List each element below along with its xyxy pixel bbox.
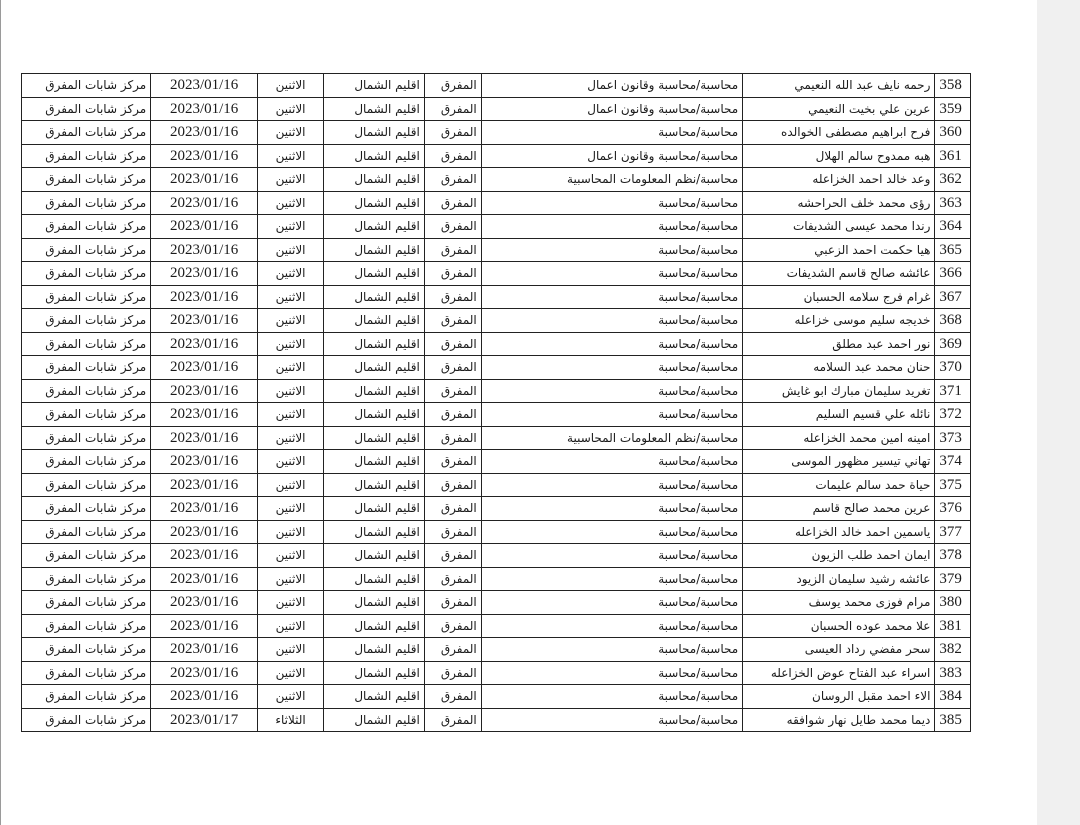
city-cell: المفرق <box>424 685 481 709</box>
name-cell: نائله علي قسيم السليم <box>743 403 935 427</box>
date-cell: 2023/01/16 <box>151 379 258 403</box>
table-row <box>22 168 971 192</box>
city-cell: المفرق <box>424 426 481 450</box>
major-cell: محاسبة/محاسبة <box>481 285 742 309</box>
city-cell: المفرق <box>424 379 481 403</box>
name-cell: ديما محمد طايل نهار شوافقه <box>743 708 935 732</box>
day-cell: الاثنين <box>258 309 324 333</box>
center-cell: مركز شابات المفرق <box>22 638 151 662</box>
city-cell: المفرق <box>424 215 481 239</box>
row-number-cell: 381 <box>935 614 971 638</box>
region-cell: اقليم الشمال <box>324 356 425 380</box>
row-number-cell: 376 <box>935 497 971 521</box>
day-cell: الاثنين <box>258 74 324 98</box>
name-cell: رحمه نايف عبد الله النعيمي <box>743 74 935 98</box>
name-cell: عائشه صالح قاسم الشديفات <box>743 262 935 286</box>
region-cell: اقليم الشمال <box>324 285 425 309</box>
name-cell: ياسمين احمد خالد الخزاعله <box>743 520 935 544</box>
major-cell: محاسبة/محاسبة <box>481 614 742 638</box>
day-cell: الاثنين <box>258 497 324 521</box>
name-cell: حنان محمد عبد السلامه <box>743 356 935 380</box>
center-cell: مركز شابات المفرق <box>22 708 151 732</box>
major-cell: محاسبة/محاسبة <box>481 685 742 709</box>
table-row <box>22 191 971 215</box>
row-number-cell: 368 <box>935 309 971 333</box>
date-cell: 2023/01/16 <box>151 567 258 591</box>
row-number-cell: 366 <box>935 262 971 286</box>
city-cell: المفرق <box>424 191 481 215</box>
day-cell: الاثنين <box>258 144 324 168</box>
center-cell: مركز شابات المفرق <box>22 403 151 427</box>
day-cell: الاثنين <box>258 426 324 450</box>
center-cell: مركز شابات المفرق <box>22 450 151 474</box>
date-cell: 2023/01/16 <box>151 614 258 638</box>
region-cell: اقليم الشمال <box>324 708 425 732</box>
major-cell: محاسبة/محاسبة <box>481 262 742 286</box>
row-number-cell: 363 <box>935 191 971 215</box>
date-cell: 2023/01/16 <box>151 591 258 615</box>
name-cell: سحر مفضي رداد العيسى <box>743 638 935 662</box>
region-cell: اقليم الشمال <box>324 379 425 403</box>
city-cell: المفرق <box>424 567 481 591</box>
name-cell: تهاني تيسير مظهور الموسى <box>743 450 935 474</box>
city-cell: المفرق <box>424 74 481 98</box>
table-row <box>22 309 971 333</box>
row-number-cell: 384 <box>935 685 971 709</box>
region-cell: اقليم الشمال <box>324 567 425 591</box>
region-cell: اقليم الشمال <box>324 403 425 427</box>
table-row <box>22 426 971 450</box>
day-cell: الاثنين <box>258 191 324 215</box>
date-cell: 2023/01/16 <box>151 285 258 309</box>
day-cell: الاثنين <box>258 215 324 239</box>
table-row <box>22 708 971 732</box>
table-row <box>22 121 971 145</box>
row-number-cell: 367 <box>935 285 971 309</box>
city-cell: المفرق <box>424 121 481 145</box>
day-cell: الاثنين <box>258 450 324 474</box>
major-cell: محاسبة/محاسبة <box>481 356 742 380</box>
region-cell: اقليم الشمال <box>324 144 425 168</box>
table-row <box>22 520 971 544</box>
name-cell: امينه امين محمد الخزاعله <box>743 426 935 450</box>
city-cell: المفرق <box>424 238 481 262</box>
day-cell: الاثنين <box>258 614 324 638</box>
date-cell: 2023/01/16 <box>151 168 258 192</box>
table-row <box>22 591 971 615</box>
region-cell: اقليم الشمال <box>324 262 425 286</box>
region-cell: اقليم الشمال <box>324 426 425 450</box>
region-cell: اقليم الشمال <box>324 638 425 662</box>
date-cell: 2023/01/16 <box>151 262 258 286</box>
city-cell: المفرق <box>424 497 481 521</box>
table-row <box>22 544 971 568</box>
center-cell: مركز شابات المفرق <box>22 97 151 121</box>
city-cell: المفرق <box>424 168 481 192</box>
date-cell: 2023/01/16 <box>151 661 258 685</box>
region-cell: اقليم الشمال <box>324 121 425 145</box>
row-number-cell: 380 <box>935 591 971 615</box>
center-cell: مركز شابات المفرق <box>22 285 151 309</box>
city-cell: المفرق <box>424 661 481 685</box>
major-cell: محاسبة/محاسبة <box>481 238 742 262</box>
date-cell: 2023/01/16 <box>151 426 258 450</box>
name-cell: فرح ابراهيم مصطفى الخوالده <box>743 121 935 145</box>
region-cell: اقليم الشمال <box>324 520 425 544</box>
major-cell: محاسبة/محاسبة <box>481 450 742 474</box>
row-number-cell: 377 <box>935 520 971 544</box>
center-cell: مركز شابات المفرق <box>22 144 151 168</box>
city-cell: المفرق <box>424 450 481 474</box>
row-number-cell: 360 <box>935 121 971 145</box>
center-cell: مركز شابات المفرق <box>22 191 151 215</box>
major-cell: محاسبة/محاسبة <box>481 520 742 544</box>
date-cell: 2023/01/16 <box>151 215 258 239</box>
row-number-cell: 374 <box>935 450 971 474</box>
name-cell: مرام فوزى محمد يوسف <box>743 591 935 615</box>
city-cell: المفرق <box>424 591 481 615</box>
table-row <box>22 614 971 638</box>
center-cell: مركز شابات المفرق <box>22 332 151 356</box>
date-cell: 2023/01/16 <box>151 544 258 568</box>
date-cell: 2023/01/16 <box>151 144 258 168</box>
name-cell: خديجه سليم موسى خزاعله <box>743 309 935 333</box>
region-cell: اقليم الشمال <box>324 191 425 215</box>
date-cell: 2023/01/16 <box>151 497 258 521</box>
name-cell: نور احمد عبد مطلق <box>743 332 935 356</box>
table-row <box>22 685 971 709</box>
table-row <box>22 450 971 474</box>
table-row <box>22 238 971 262</box>
major-cell: محاسبة/محاسبة <box>481 708 742 732</box>
center-cell: مركز شابات المفرق <box>22 262 151 286</box>
city-cell: المفرق <box>424 473 481 497</box>
city-cell: المفرق <box>424 356 481 380</box>
region-cell: اقليم الشمال <box>324 238 425 262</box>
row-number-cell: 361 <box>935 144 971 168</box>
region-cell: اقليم الشمال <box>324 544 425 568</box>
date-cell: 2023/01/16 <box>151 356 258 380</box>
day-cell: الاثنين <box>258 356 324 380</box>
center-cell: مركز شابات المفرق <box>22 497 151 521</box>
major-cell: محاسبة/محاسبة وقانون اعمال <box>481 74 742 98</box>
name-cell: ايمان احمد طلب الزيون <box>743 544 935 568</box>
major-cell: محاسبة/محاسبة <box>481 332 742 356</box>
region-cell: اقليم الشمال <box>324 497 425 521</box>
center-cell: مركز شابات المفرق <box>22 356 151 380</box>
row-number-cell: 373 <box>935 426 971 450</box>
major-cell: محاسبة/محاسبة <box>481 309 742 333</box>
city-cell: المفرق <box>424 285 481 309</box>
row-number-cell: 362 <box>935 168 971 192</box>
center-cell: مركز شابات المفرق <box>22 74 151 98</box>
day-cell: الاثنين <box>258 544 324 568</box>
date-cell: 2023/01/16 <box>151 121 258 145</box>
table-row <box>22 567 971 591</box>
major-cell: محاسبة/محاسبة <box>481 215 742 239</box>
center-cell: مركز شابات المفرق <box>22 614 151 638</box>
day-cell: الاثنين <box>258 591 324 615</box>
center-cell: مركز شابات المفرق <box>22 238 151 262</box>
day-cell: الاثنين <box>258 567 324 591</box>
row-number-cell: 371 <box>935 379 971 403</box>
schedule-table-body <box>22 74 971 732</box>
row-number-cell: 385 <box>935 708 971 732</box>
city-cell: المفرق <box>424 520 481 544</box>
day-cell: الاثنين <box>258 473 324 497</box>
center-cell: مركز شابات المفرق <box>22 379 151 403</box>
name-cell: غرام فرج سلامه الحسبان <box>743 285 935 309</box>
date-cell: 2023/01/16 <box>151 473 258 497</box>
major-cell: محاسبة/محاسبة <box>481 121 742 145</box>
row-number-cell: 358 <box>935 74 971 98</box>
day-cell: الاثنين <box>258 520 324 544</box>
date-cell: 2023/01/17 <box>151 708 258 732</box>
table-row <box>22 215 971 239</box>
table-row <box>22 403 971 427</box>
day-cell: الاثنين <box>258 285 324 309</box>
day-cell: الاثنين <box>258 332 324 356</box>
major-cell: محاسبة/محاسبة <box>481 497 742 521</box>
city-cell: المفرق <box>424 544 481 568</box>
region-cell: اقليم الشمال <box>324 685 425 709</box>
name-cell: حياة حمد سالم عليمات <box>743 473 935 497</box>
region-cell: اقليم الشمال <box>324 309 425 333</box>
region-cell: اقليم الشمال <box>324 473 425 497</box>
table-row <box>22 661 971 685</box>
name-cell: عرين محمد صالح قاسم <box>743 497 935 521</box>
center-cell: مركز شابات المفرق <box>22 685 151 709</box>
major-cell: محاسبة/محاسبة <box>481 473 742 497</box>
center-cell: مركز شابات المفرق <box>22 473 151 497</box>
city-cell: المفرق <box>424 332 481 356</box>
city-cell: المفرق <box>424 262 481 286</box>
row-number-cell: 365 <box>935 238 971 262</box>
center-cell: مركز شابات المفرق <box>22 168 151 192</box>
row-number-cell: 364 <box>935 215 971 239</box>
name-cell: عائشه رشيد سليمان الزيود <box>743 567 935 591</box>
date-cell: 2023/01/16 <box>151 74 258 98</box>
center-cell: مركز شابات المفرق <box>22 121 151 145</box>
center-cell: مركز شابات المفرق <box>22 520 151 544</box>
major-cell: محاسبة/محاسبة <box>481 544 742 568</box>
city-cell: المفرق <box>424 614 481 638</box>
center-cell: مركز شابات المفرق <box>22 426 151 450</box>
table-row <box>22 332 971 356</box>
row-number-cell: 379 <box>935 567 971 591</box>
schedule-table <box>21 73 971 732</box>
table-row <box>22 497 971 521</box>
city-cell: المفرق <box>424 708 481 732</box>
table-row <box>22 379 971 403</box>
city-cell: المفرق <box>424 638 481 662</box>
region-cell: اقليم الشمال <box>324 168 425 192</box>
day-cell: الثلاثاء <box>258 708 324 732</box>
region-cell: اقليم الشمال <box>324 450 425 474</box>
name-cell: هيا حكمت احمد الزعبي <box>743 238 935 262</box>
center-cell: مركز شابات المفرق <box>22 567 151 591</box>
row-number-cell: 378 <box>935 544 971 568</box>
row-number-cell: 383 <box>935 661 971 685</box>
city-cell: المفرق <box>424 403 481 427</box>
major-cell: محاسبة/محاسبة <box>481 379 742 403</box>
row-number-cell: 369 <box>935 332 971 356</box>
region-cell: اقليم الشمال <box>324 332 425 356</box>
date-cell: 2023/01/16 <box>151 403 258 427</box>
table-row <box>22 473 971 497</box>
row-number-cell: 372 <box>935 403 971 427</box>
major-cell: محاسبة/محاسبة <box>481 591 742 615</box>
date-cell: 2023/01/16 <box>151 450 258 474</box>
date-cell: 2023/01/16 <box>151 520 258 544</box>
major-cell: محاسبة/محاسبة وقانون اعمال <box>481 97 742 121</box>
day-cell: الاثنين <box>258 121 324 145</box>
table-row <box>22 262 971 286</box>
region-cell: اقليم الشمال <box>324 215 425 239</box>
center-cell: مركز شابات المفرق <box>22 309 151 333</box>
table-row <box>22 74 971 98</box>
name-cell: رندا محمد عيسى الشديفات <box>743 215 935 239</box>
region-cell: اقليم الشمال <box>324 74 425 98</box>
major-cell: محاسبة/محاسبة <box>481 638 742 662</box>
name-cell: اسراء عبد الفتاح عوض الخزاعله <box>743 661 935 685</box>
center-cell: مركز شابات المفرق <box>22 661 151 685</box>
major-cell: محاسبة/محاسبة <box>481 403 742 427</box>
day-cell: الاثنين <box>258 97 324 121</box>
row-number-cell: 382 <box>935 638 971 662</box>
region-cell: اقليم الشمال <box>324 591 425 615</box>
table-row <box>22 97 971 121</box>
city-cell: المفرق <box>424 144 481 168</box>
center-cell: مركز شابات المفرق <box>22 215 151 239</box>
date-cell: 2023/01/16 <box>151 332 258 356</box>
date-cell: 2023/01/16 <box>151 97 258 121</box>
row-number-cell: 370 <box>935 356 971 380</box>
name-cell: رؤى محمد خلف الحراحشه <box>743 191 935 215</box>
date-cell: 2023/01/16 <box>151 238 258 262</box>
day-cell: الاثنين <box>258 238 324 262</box>
day-cell: الاثنين <box>258 168 324 192</box>
major-cell: محاسبة/محاسبة <box>481 191 742 215</box>
name-cell: هبه ممدوح سالم الهلال <box>743 144 935 168</box>
date-cell: 2023/01/16 <box>151 638 258 662</box>
name-cell: علا محمد عوده الحسبان <box>743 614 935 638</box>
table-row <box>22 638 971 662</box>
day-cell: الاثنين <box>258 638 324 662</box>
day-cell: الاثنين <box>258 685 324 709</box>
center-cell: مركز شابات المفرق <box>22 591 151 615</box>
city-cell: المفرق <box>424 309 481 333</box>
table-row <box>22 285 971 309</box>
date-cell: 2023/01/16 <box>151 191 258 215</box>
major-cell: محاسبة/محاسبة <box>481 567 742 591</box>
city-cell: المفرق <box>424 97 481 121</box>
day-cell: الاثنين <box>258 262 324 286</box>
date-cell: 2023/01/16 <box>151 685 258 709</box>
row-number-cell: 359 <box>935 97 971 121</box>
name-cell: وعد خالد احمد الخزاعله <box>743 168 935 192</box>
day-cell: الاثنين <box>258 403 324 427</box>
region-cell: اقليم الشمال <box>324 614 425 638</box>
name-cell: الاء احمد مقبل الروسان <box>743 685 935 709</box>
center-cell: مركز شابات المفرق <box>22 544 151 568</box>
major-cell: محاسبة/نظم المعلومات المحاسبية <box>481 426 742 450</box>
region-cell: اقليم الشمال <box>324 661 425 685</box>
table-row <box>22 356 971 380</box>
day-cell: الاثنين <box>258 379 324 403</box>
name-cell: تغريد سليمان مبارك ابو غايش <box>743 379 935 403</box>
major-cell: محاسبة/محاسبة <box>481 661 742 685</box>
row-number-cell: 375 <box>935 473 971 497</box>
table-row <box>22 144 971 168</box>
region-cell: اقليم الشمال <box>324 97 425 121</box>
major-cell: محاسبة/محاسبة وقانون اعمال <box>481 144 742 168</box>
name-cell: عرين علي بخيت النعيمي <box>743 97 935 121</box>
major-cell: محاسبة/نظم المعلومات المحاسبية <box>481 168 742 192</box>
date-cell: 2023/01/16 <box>151 309 258 333</box>
day-cell: الاثنين <box>258 661 324 685</box>
